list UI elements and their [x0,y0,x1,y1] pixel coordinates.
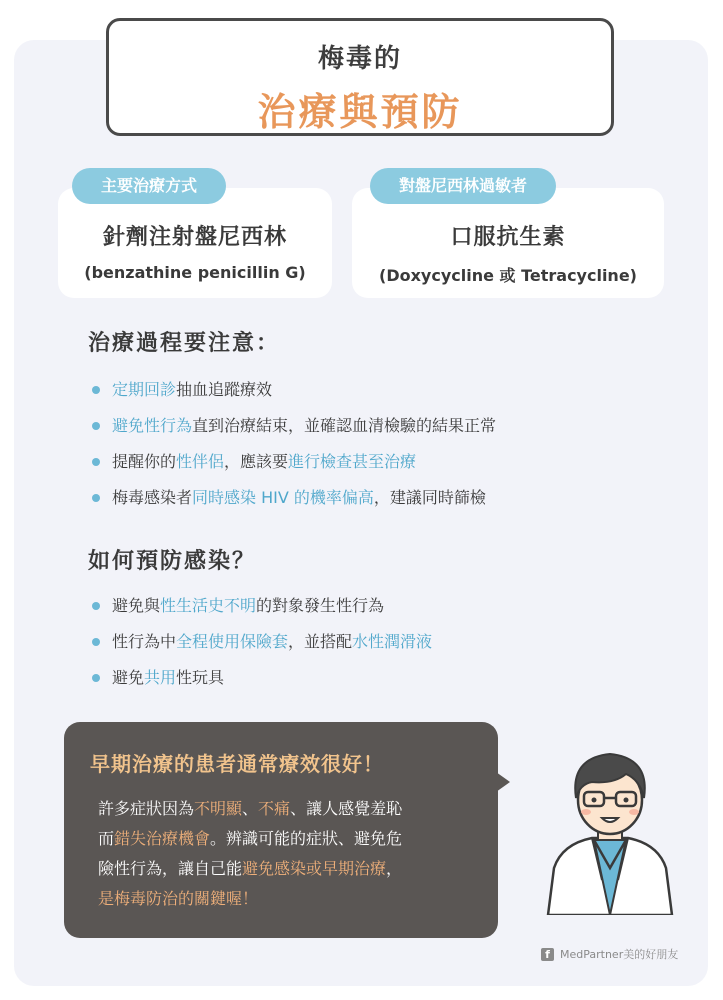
highlight-text: 共用 [144,668,177,687]
item-text: 避免 [112,668,145,687]
item-text: ，建議同時篩檢 [373,488,486,507]
item-text: 性玩具 [176,668,225,687]
card-tag-allergy: 對盤尼西林過敏者 [370,168,556,204]
item-text: 梅毒感染者 [112,488,193,507]
list-item [92,380,496,416]
list-item [92,668,432,704]
bullet-dot-icon [92,422,100,430]
facebook-icon: f [541,948,554,961]
highlight-text: 水性潤滑液 [352,632,433,651]
highlight-text: 性生活史不明 [160,596,257,615]
list-item [92,416,496,452]
prevention-list [92,596,432,704]
list-item [92,488,496,524]
footer-brand [541,946,678,962]
bullet-dot-icon [92,458,100,466]
bubble-line [98,854,482,884]
bullet-dot-icon [92,638,100,646]
prevention-heading: 如何預防感染？ [88,549,257,574]
item-text: 抽血追蹤療效 [176,380,273,399]
treatment-list [92,380,496,524]
highlight-text: 全程使用保險套 [176,632,289,651]
list-item [92,632,432,668]
bubble-text: 、 [242,799,259,818]
treatment-heading: 治療過程要注意： [88,331,281,356]
card-sub-text: (benzathine penicillin G) [84,263,306,282]
item-text: ，應該要 [224,452,289,471]
highlight-text: 避免性行為 [112,416,193,435]
highlight-text: 進行檢查甚至治療 [288,452,417,471]
bubble-body [98,794,482,914]
item-text: 的對象發生性行為 [256,596,385,615]
bullet-dot-icon [92,494,100,502]
bullet-dot-icon [92,674,100,682]
bullet-dot-icon [92,386,100,394]
bubble-line [98,794,482,824]
speech-bubble-tail [496,772,510,792]
brand-name: MedPartner美的好朋友 [560,948,679,961]
item-text: 提醒你的 [112,452,177,471]
highlight-text: 性伴侶 [176,452,225,471]
card-primary-treatment [58,188,332,298]
title-line2: 治療與預防 [257,90,463,134]
highlight-text: 定期回診 [112,380,177,399]
bubble-accent: 錯失治療機會 [114,829,211,848]
bubble-line [98,824,482,854]
card-main-text: 針劑注射盤尼西林 [102,225,287,250]
bubble-text: 而 [98,829,115,848]
bubble-text: 。辨識可能的症狀、避免危 [210,829,403,848]
highlight-text: 同時感染 HIV 的機率偏高 [192,488,374,507]
list-item [92,596,432,632]
doctor-illustration [540,740,680,915]
card-main-text: 口服抗生素 [450,225,566,250]
bubble-text: 險性行為，讓自己能 [98,859,243,878]
speech-bubble [64,722,498,938]
card-sub-text: (Doxycycline 或 Tetracycline) [379,266,637,285]
bullet-dot-icon [92,602,100,610]
item-text: 性行為中 [112,632,177,651]
bubble-title: 早期治療的患者通常療效很好！ [90,752,384,776]
card-allergy-treatment [352,188,664,298]
bubble-text: ， [386,859,403,878]
bubble-accent: 不明顯 [194,799,243,818]
list-item [92,452,496,488]
bubble-text: 、讓人感覺羞恥 [290,799,403,818]
bubble-accent: 避免感染或早期治療 [242,859,387,878]
card-tag-primary: 主要治療方式 [72,168,226,204]
bubble-text: 許多症狀因為 [98,799,195,818]
item-text: 直到治療結束，並確認血清檢驗的結果正常 [192,416,497,435]
item-text: 避免與 [112,596,161,615]
item-text: ，並搭配 [288,632,353,651]
title-line1: 梅毒的 [317,44,402,74]
bubble-accent: 不痛 [258,799,291,818]
bubble-line: 是梅毒防治的關鍵喔！ [98,889,259,908]
title-box [106,18,614,136]
